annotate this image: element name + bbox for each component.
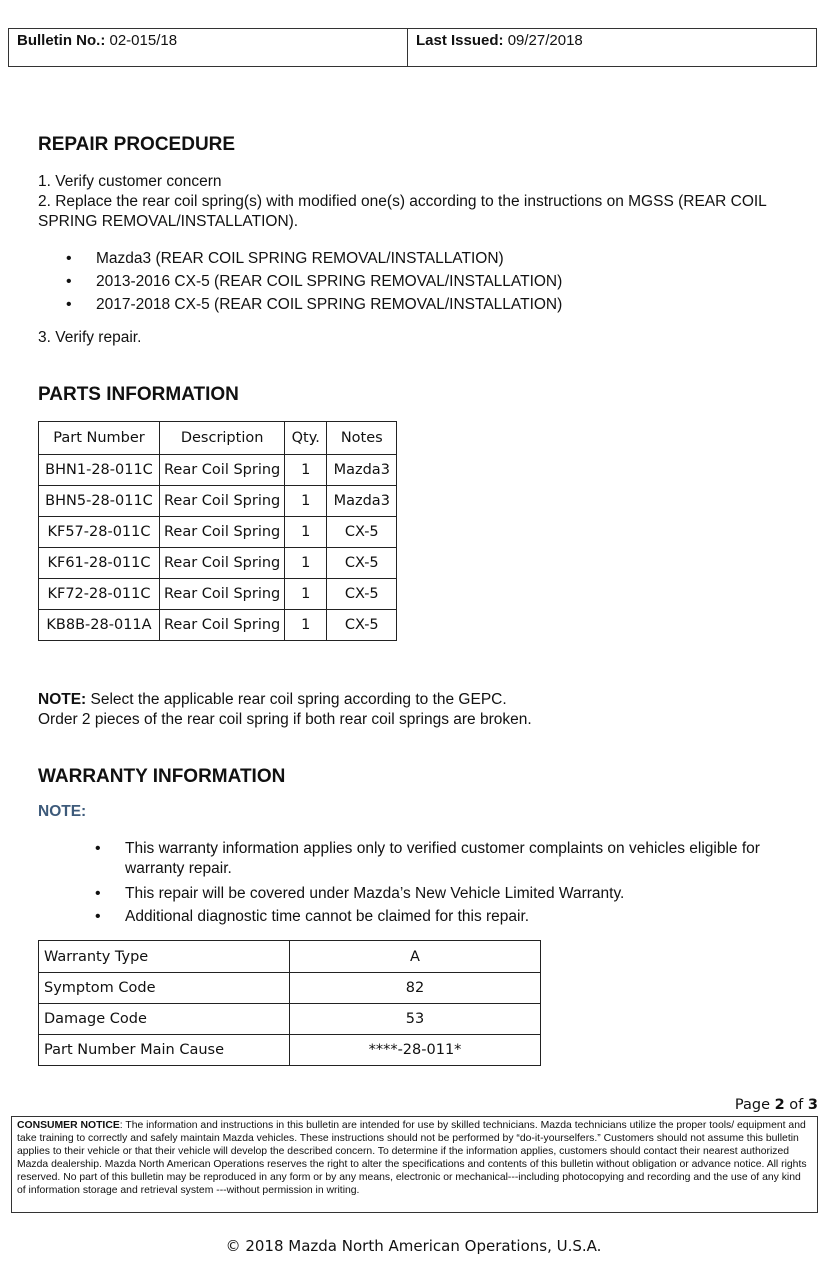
table-cell: Rear Coil Spring bbox=[160, 579, 285, 610]
repair-model-list bbox=[96, 247, 796, 316]
table-row bbox=[39, 1035, 541, 1066]
repair-step-2: 2. Replace the rear coil spring(s) with modified one(s) according to the instructions on MGSS (REAR COIL SPRING REMOVAL/INSTALLATION). bbox=[38, 193, 767, 230]
table-cell: KF72-28-011C bbox=[39, 579, 160, 610]
list-item: • This repair will be covered under Mazda’s New Vehicle Limited Warranty. bbox=[125, 882, 805, 905]
page-number-current: 2 bbox=[774, 1097, 785, 1113]
copyright: © 2018 Mazda North American Operations, U.S.A. bbox=[225, 1237, 602, 1255]
table-cell: 53 bbox=[290, 1004, 541, 1035]
table-cell: KF57-28-011C bbox=[39, 517, 160, 548]
consumer-notice bbox=[11, 1116, 818, 1213]
column-header: Description bbox=[160, 422, 285, 455]
table-cell: Damage Code bbox=[39, 1004, 290, 1035]
last-issued-value: 09/27/2018 bbox=[507, 32, 583, 49]
table-cell: KB8B-28-011A bbox=[39, 610, 160, 641]
table-cell: A bbox=[290, 941, 541, 973]
table-cell: BHN5-28-011C bbox=[39, 486, 160, 517]
table-row bbox=[39, 579, 397, 610]
parts-note-label: NOTE: bbox=[38, 691, 87, 708]
consumer-notice-text: : The information and instructions in this bulletin are intended for use by skilled technicians. Mazda technicians utilize the proper tools/ equipment and take training to correctly and safely maintain Mazda vehicles. These instructions should not be performed by “do-it-yourselfers.” Customers should not assume this bulletin applies to their vehicle or that their vehicle will develop the described concern. To determine if the information applies, customers should contact their nearest authorized Mazda dealership. Mazda North American Operations reserves the right to alter the specifications and contents of this bulletin without obligation or advance notice. All rights reserved. No part of this bulletin may be reproduced in any form or by any means, electronic or mechanical---including photocopying and recording and the use of any kind of information storage and retrieval system ---without permission in writing. bbox=[17, 1120, 807, 1196]
table-cell: CX-5 bbox=[327, 579, 397, 610]
bulletin-header bbox=[8, 28, 817, 67]
table-cell: 82 bbox=[290, 973, 541, 1004]
parts-note bbox=[38, 690, 507, 710]
table-cell: CX-5 bbox=[327, 548, 397, 579]
table-cell: 1 bbox=[285, 455, 327, 486]
table-row bbox=[39, 1004, 541, 1035]
table-cell: 1 bbox=[285, 610, 327, 641]
consumer-notice-label: CONSUMER NOTICE bbox=[17, 1120, 120, 1131]
list-item: • Additional diagnostic time cannot be claimed for this repair. bbox=[125, 905, 805, 928]
table-cell: 1 bbox=[285, 517, 327, 548]
last-issued bbox=[408, 29, 591, 66]
repair-procedure-title: REPAIR PROCEDURE bbox=[38, 134, 236, 155]
page-number-total: 3 bbox=[807, 1097, 818, 1113]
page-number-separator: of bbox=[784, 1097, 808, 1113]
table-cell: Rear Coil Spring bbox=[160, 486, 285, 517]
table-cell: 1 bbox=[285, 548, 327, 579]
last-issued-label: Last Issued: bbox=[416, 32, 504, 49]
table-row bbox=[39, 517, 397, 548]
repair-step-1: 1. Verify customer concern bbox=[38, 173, 222, 190]
table-row bbox=[39, 610, 397, 641]
table-cell: Warranty Type bbox=[39, 941, 290, 973]
page-number bbox=[735, 1097, 818, 1113]
column-header: Notes bbox=[327, 422, 397, 455]
repair-step-3: 3. Verify repair. bbox=[38, 329, 142, 346]
bulletin-number-label: Bulletin No.: bbox=[17, 32, 106, 49]
warranty-note-list bbox=[125, 839, 805, 928]
list-item: • 2017-2018 CX-5 (REAR COIL SPRING REMOVAL/INSTALLATION) bbox=[96, 293, 796, 316]
warranty-note-label: NOTE: bbox=[38, 803, 87, 820]
parts-note-line-1: Select the applicable rear coil spring according to the GEPC. bbox=[90, 691, 507, 708]
table-cell: Mazda3 bbox=[327, 455, 397, 486]
table-cell: 1 bbox=[285, 486, 327, 517]
table-cell: BHN1-28-011C bbox=[39, 455, 160, 486]
list-item: • This warranty information applies only to verified customer complaints on vehicles eligible for warranty repair. bbox=[125, 839, 805, 879]
bulletin-number bbox=[9, 29, 408, 66]
table-row bbox=[39, 548, 397, 579]
column-header: Qty. bbox=[285, 422, 327, 455]
table-cell: CX-5 bbox=[327, 610, 397, 641]
table-cell: 1 bbox=[285, 579, 327, 610]
table-cell: Rear Coil Spring bbox=[160, 455, 285, 486]
table-cell: CX-5 bbox=[327, 517, 397, 548]
parts-note-line-2: Order 2 pieces of the rear coil spring if both rear coil springs are broken. bbox=[38, 711, 532, 728]
table-cell: Rear Coil Spring bbox=[160, 610, 285, 641]
table-header-row bbox=[39, 422, 397, 455]
table-cell: Mazda3 bbox=[327, 486, 397, 517]
table-cell: Part Number Main Cause bbox=[39, 1035, 290, 1066]
table-row bbox=[39, 455, 397, 486]
table-cell: Rear Coil Spring bbox=[160, 517, 285, 548]
table-row bbox=[39, 941, 541, 973]
table-cell: Rear Coil Spring bbox=[160, 548, 285, 579]
bulletin-number-value: 02-015/18 bbox=[109, 32, 178, 49]
list-item: • Mazda3 (REAR COIL SPRING REMOVAL/INSTALLATION) bbox=[96, 247, 796, 270]
table-cell: Symptom Code bbox=[39, 973, 290, 1004]
warranty-information-title: WARRANTY INFORMATION bbox=[38, 766, 286, 787]
table-cell: ****-28-011* bbox=[290, 1035, 541, 1066]
table-cell: KF61-28-011C bbox=[39, 548, 160, 579]
column-header: Part Number bbox=[39, 422, 160, 455]
warranty-table bbox=[38, 940, 541, 1066]
list-item: • 2013-2016 CX-5 (REAR COIL SPRING REMOVAL/INSTALLATION) bbox=[96, 270, 796, 293]
table-row bbox=[39, 973, 541, 1004]
parts-table bbox=[38, 421, 397, 641]
parts-information-title: PARTS INFORMATION bbox=[38, 384, 239, 405]
table-row bbox=[39, 486, 397, 517]
page-number-prefix: Page bbox=[734, 1097, 775, 1113]
